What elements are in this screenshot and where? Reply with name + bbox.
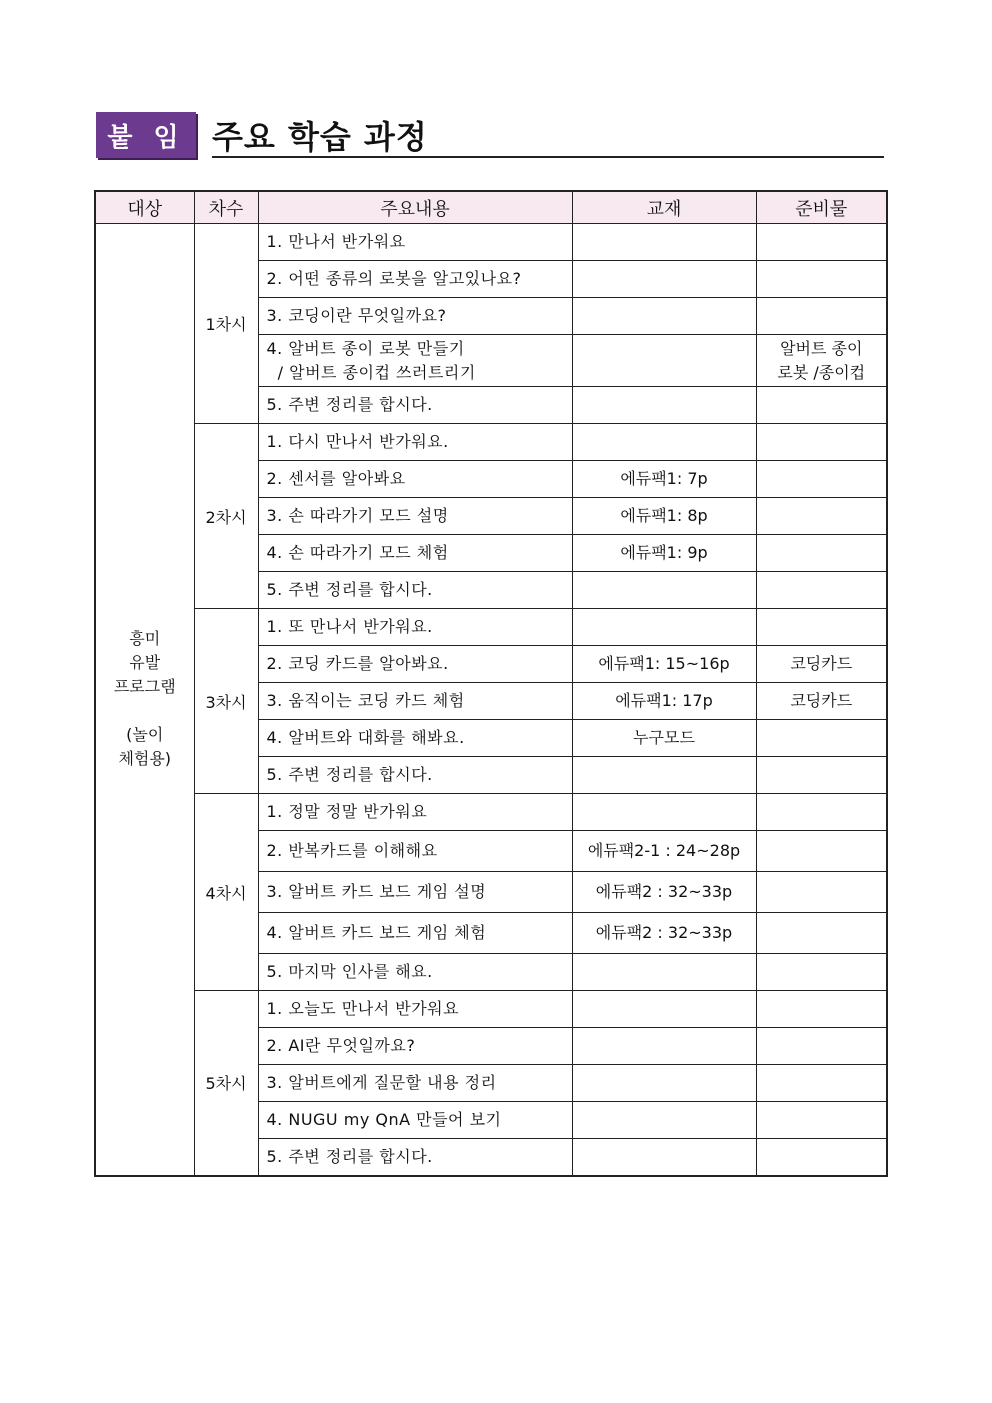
target-line [96,699,194,723]
content-cell [258,387,572,424]
prep-cell [756,498,887,535]
content-cell [258,954,572,991]
title-underline [212,156,884,158]
content-cell [258,1028,572,1065]
material-cell [572,572,756,609]
prep-cell [756,1139,887,1176]
content-cell [258,572,572,609]
content-cell [258,298,572,335]
material-cell: 에듀팩2-1 : 24~28p [572,831,756,872]
material-cell: 에듀팩2 : 32~33p [572,913,756,954]
session-cell: 4차시 [194,794,258,991]
material-cell [572,609,756,646]
content-line: 2. 어떤 종류의 로봇을 알고있나요? [266,269,522,288]
schedule-table [94,190,888,1177]
material-cell [572,1065,756,1102]
material-cell: 에듀팩2 : 32~33p [572,872,756,913]
content-cell [258,991,572,1028]
material-cell [572,387,756,424]
content-line: 3. 알버트 카드 보드 게임 설명 [266,882,487,901]
material-cell [572,1102,756,1139]
content-line: / 알버트 종이컵 쓰러트리기 [266,362,476,382]
col-header-content: 주요내용 [258,191,572,224]
material-cell [572,757,756,794]
session-cell: 1차시 [194,224,258,424]
prep-cell [756,913,887,954]
page-header [96,112,886,162]
material-cell [572,1139,756,1176]
content-cell [258,1102,572,1139]
material-cell [572,954,756,991]
content-line: 1. 만나서 반가워요 [266,232,406,251]
attachment-badge: 붙 임 [96,112,196,158]
content-line: 2. AI란 무엇일까요? [266,1036,416,1055]
prep-cell [756,461,887,498]
table-row [95,609,887,646]
content-cell [258,461,572,498]
material-cell [572,224,756,261]
prep-cell [756,954,887,991]
prep-cell [756,757,887,794]
content-cell [258,794,572,831]
content-line: 4. NUGU my QnA 만들어 보기 [266,1110,502,1129]
prep-cell [756,572,887,609]
session-cell: 5차시 [194,991,258,1176]
content-line: 4. 알버트 카드 보드 게임 체험 [266,923,487,942]
table-row [95,794,887,831]
prep-cell [756,387,887,424]
prep-cell [756,646,887,683]
content-line: 1. 다시 만나서 반가워요. [266,432,449,451]
content-cell [258,1065,572,1102]
col-header-material: 교재 [572,191,756,224]
content-line: 2. 반복카드를 이해해요 [266,841,438,860]
prep-cell [756,335,887,387]
material-cell [572,298,756,335]
target-line: 흥미 [129,629,161,649]
content-line: 2. 센서를 알아봐요 [266,469,406,488]
session-cell: 3차시 [194,609,258,794]
material-cell [572,794,756,831]
prep-cell [756,424,887,461]
prep-cell [756,831,887,872]
content-cell [258,683,572,720]
material-cell [572,335,756,387]
prep-cell [756,1028,887,1065]
material-cell [572,261,756,298]
prep-line: 코딩카드 [790,691,853,710]
content-line: 3. 손 따라가기 모드 설명 [266,506,449,525]
content-cell [258,913,572,954]
table-row [95,424,887,461]
page-title: 주요 학습 과정 [212,118,428,156]
material-cell: 에듀팩1: 17p [572,683,756,720]
prep-line: 알버트 종이 [780,338,863,358]
content-line: 5. 주변 정리를 합시다. [266,580,433,599]
material-cell: 에듀팩1: 9p [572,535,756,572]
content-cell [258,424,572,461]
material-cell [572,424,756,461]
prep-cell [756,1102,887,1139]
table-row [95,991,887,1028]
content-line: 5. 주변 정리를 합시다. [266,1146,433,1166]
col-header-prep: 준비물 [756,191,887,224]
col-header-target: 대상 [95,191,194,224]
content-line: 4. 알버트와 대화를 해봐요. [266,728,465,747]
prep-cell [756,872,887,913]
prep-cell [756,298,887,335]
content-cell [258,261,572,298]
material-cell: 에듀팩1: 7p [572,461,756,498]
content-line: 5. 마지막 인사를 해요. [266,962,433,981]
prep-cell [756,991,887,1028]
target-line: 체험용) [118,749,172,769]
content-cell [258,224,572,261]
content-cell [258,872,572,913]
content-cell [258,609,572,646]
table-header-row [95,191,887,224]
target-cell [95,224,194,1176]
content-cell [258,831,572,872]
material-cell: 에듀팩1: 15~16p [572,646,756,683]
target-line: 유발 [129,653,161,673]
material-cell: 에듀팩1: 8p [572,498,756,535]
prep-cell [756,224,887,261]
material-cell: 누구모드 [572,720,756,757]
content-cell [258,720,572,757]
schedule-body [95,224,887,1176]
content-line: 1. 정말 정말 반가워요 [266,802,428,821]
material-cell [572,991,756,1028]
prep-cell [756,261,887,298]
content-line: 3. 코딩이란 무엇일까요? [266,306,447,325]
content-line: 1. 오늘도 만나서 반가워요 [266,999,460,1018]
target-line: (놀이 [126,725,164,745]
col-header-session: 차수 [194,191,258,224]
prep-cell [756,609,887,646]
content-cell [258,335,572,387]
prep-cell [756,683,887,720]
prep-cell [756,535,887,572]
target-line: 프로그램 [113,677,176,697]
prep-cell [756,1065,887,1102]
content-line: 4. 알버트 종이 로봇 만들기 [266,338,465,358]
content-cell [258,498,572,535]
prep-cell [756,720,887,757]
content-line: 4. 손 따라가기 모드 체험 [266,543,449,562]
prep-line: 코딩카드 [790,654,853,673]
content-line: 3. 알버트에게 질문할 내용 정리 [266,1073,497,1092]
content-cell [258,757,572,794]
content-cell [258,535,572,572]
content-line: 5. 주변 정리를 합시다. [266,765,433,784]
prep-cell [756,794,887,831]
content-line: 3. 움직이는 코딩 카드 체험 [266,691,465,710]
table-row [95,224,887,261]
content-line: 1. 또 만나서 반가워요. [266,617,433,636]
material-cell [572,1028,756,1065]
content-cell [258,646,572,683]
session-cell: 2차시 [194,424,258,609]
prep-line: 로봇 /종이컵 [777,362,866,382]
content-line: 2. 코딩 카드를 알아봐요. [266,654,449,673]
content-line: 5. 주변 정리를 합시다. [266,395,433,414]
content-cell [258,1139,572,1176]
